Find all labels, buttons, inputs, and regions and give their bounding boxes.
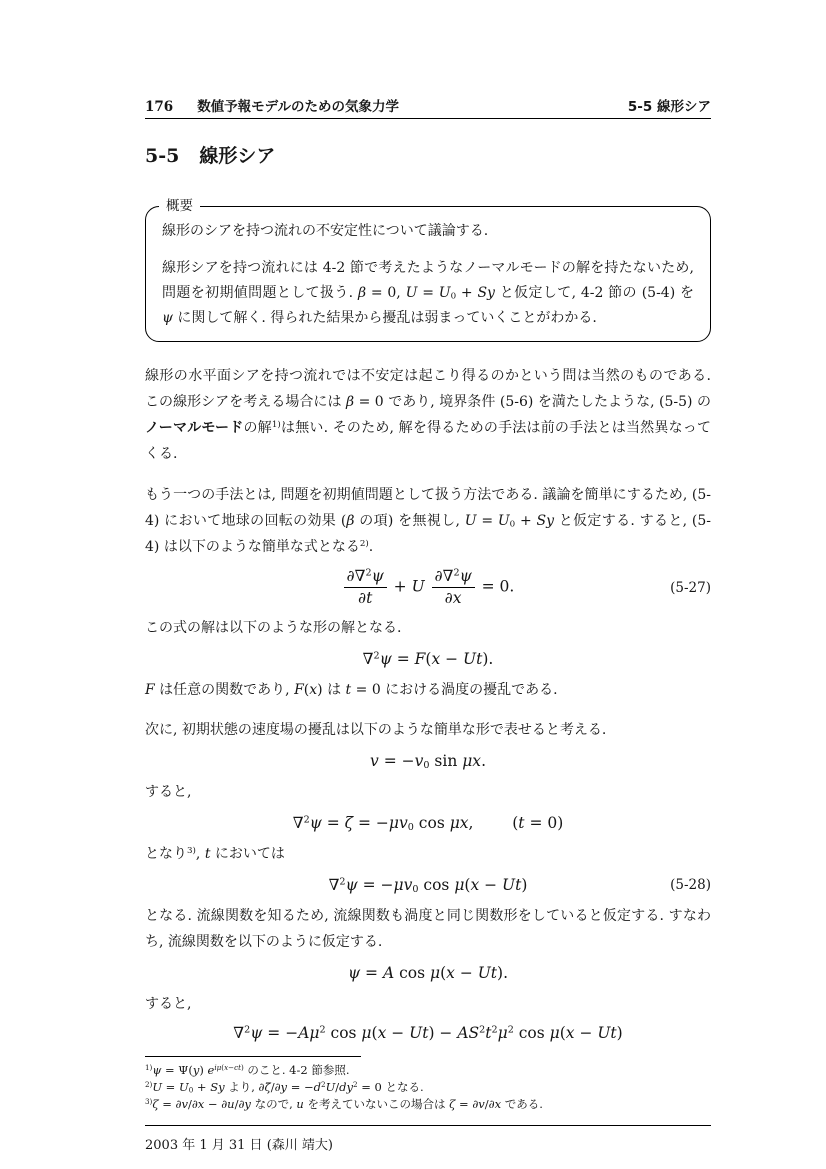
body-paragraph-1: 線形の水平面シアを持つ流れでは不安定は起こり得るのかという問は当然のものである. この線形シアを考える場合には β = 0 であり, 境界条件 (5-6) を満たしたような, (5-5) のノーマルモードの解$^{1)}$は無い. そのため, 解を得るための手法は前の手法とは当然異なってくる. xyxy=(145,368,712,462)
footnote-3: $^{3)}$ζ = ∂v/∂x − ∂u/∂y なので, u を考えていないこの場合は ζ = ∂v/∂x である. xyxy=(145,1097,543,1112)
body-paragraph-8: となる. 流線関数を知るため, 流線関数も渦度と同じ関数形をしていると仮定する. すなわち, 流線関数を以下のように仮定する. xyxy=(145,908,711,951)
page-header xyxy=(145,0,711,115)
body-paragraph-7: となり$^{3)}$, t においては xyxy=(145,846,285,863)
equation-5-28 xyxy=(145,876,711,894)
equation-5-27-body: $\frac{\partial\nabla^2\psi}{\partial t}$ + U $\frac{\partial\nabla^2\psi}{\partial x}$ = 0. xyxy=(145,568,711,607)
fraction: $\frac{\partial\nabla^2\psi}{\partial t}$ xyxy=(342,568,389,607)
page-number: 176 xyxy=(145,99,174,115)
page-footer xyxy=(145,1134,711,1153)
header-rule xyxy=(145,118,711,119)
summary-paragraph-1: 線形のシアを持つ流れの不安定性について議論する. xyxy=(162,223,489,239)
footer-rule xyxy=(145,1125,711,1126)
body-paragraph-6: すると, xyxy=(145,784,192,801)
body-paragraph-9: すると, xyxy=(145,996,192,1013)
equation-streamfunction: ψ = A cos μ(x − Ut). xyxy=(347,964,509,983)
body-paragraph-3: この式の解は以下のような形の解となる. xyxy=(145,620,402,637)
body-paragraph-5: 次に, 初期状態の速度場の擾乱は以下のような簡単な形で表せると考える. xyxy=(145,722,607,739)
header-running-section: 5-5 線形シア xyxy=(627,99,711,115)
equation-vorticity-solution: ∇$^2$ψ = F(x − Ut). xyxy=(362,650,494,669)
body-paragraph-4: F は任意の関数であり, F(x) は t = 0 における渦度の擾乱である. xyxy=(145,682,558,699)
section-title xyxy=(145,141,711,168)
summary-box-label: 概要 xyxy=(159,197,200,216)
text-column xyxy=(145,0,711,1153)
equation-number-5-27: (5-27) xyxy=(670,579,711,596)
equation-5-28-body: $\nabla^2\psi = -\mu v_0$ cos μ(x − Ut) xyxy=(328,876,528,896)
section-number: 5-5 xyxy=(145,145,180,167)
summary-paragraph-2: 線形シアを持つ流れには 4-2 節で考えたようなノーマルモードの解を持たないため, 問題を初期値問題として扱う. β = 0, $U = U_0 + Sy$ と仮定して, 4-2 節の (5-4) を ψ に関して解く. 得られた結果から擾乱は弱まっていくことがわかる. xyxy=(162,260,694,326)
section-title-text: 線形シア xyxy=(199,145,276,167)
equation-laplacian-expansion: $\nabla^2\psi = -A\mu^2$ $\cos \mu(x - Ut) - AS^2t^2\mu^2$ cos μ(x − Ut) xyxy=(233,1024,623,1043)
fraction: $\frac{\partial\nabla^2\psi}{\partial x}$ xyxy=(430,568,477,607)
body-paragraph-2: もう一つの手法とは, 問題を初期値問題として扱う方法である. 議論を簡単にするため, (5-4) において地球の回転の効果 (β の項) を無視し, $U = U_0 + Sy$ と仮定する. すると, (5-4) は以下のような簡単な式となる$^{2)}$. xyxy=(145,487,711,555)
footnote-1: $^{1)}$ψ = Ψ(y) $e^{i\mu(x-ct)}$ のこと. 4-2 節参照. xyxy=(145,1063,350,1078)
equation-5-27 xyxy=(145,568,711,607)
footnote-2: $^{2)}U = U_0 + Sy$ より, ∂ζ̄/∂y = $-d^2U/dy^2 = 0$ となる. xyxy=(145,1080,424,1095)
equation-number-5-28: (5-28) xyxy=(670,877,711,894)
summary-box xyxy=(145,198,711,342)
footer-date-author: 2003 年 1 月 31 日 (森川 靖大) xyxy=(145,1138,333,1154)
footnotes xyxy=(145,1062,711,1113)
equation-initial-velocity: $v = -v_0$ sin μx. xyxy=(370,752,486,772)
header-book-title: 数値予報モデルのための気象力学 xyxy=(197,99,400,115)
footnote-rule xyxy=(145,1056,361,1057)
equation-initial-vorticity: $\nabla^2\psi = \zeta = -\mu v_0$ cos μx, (t = 0) xyxy=(292,814,564,834)
